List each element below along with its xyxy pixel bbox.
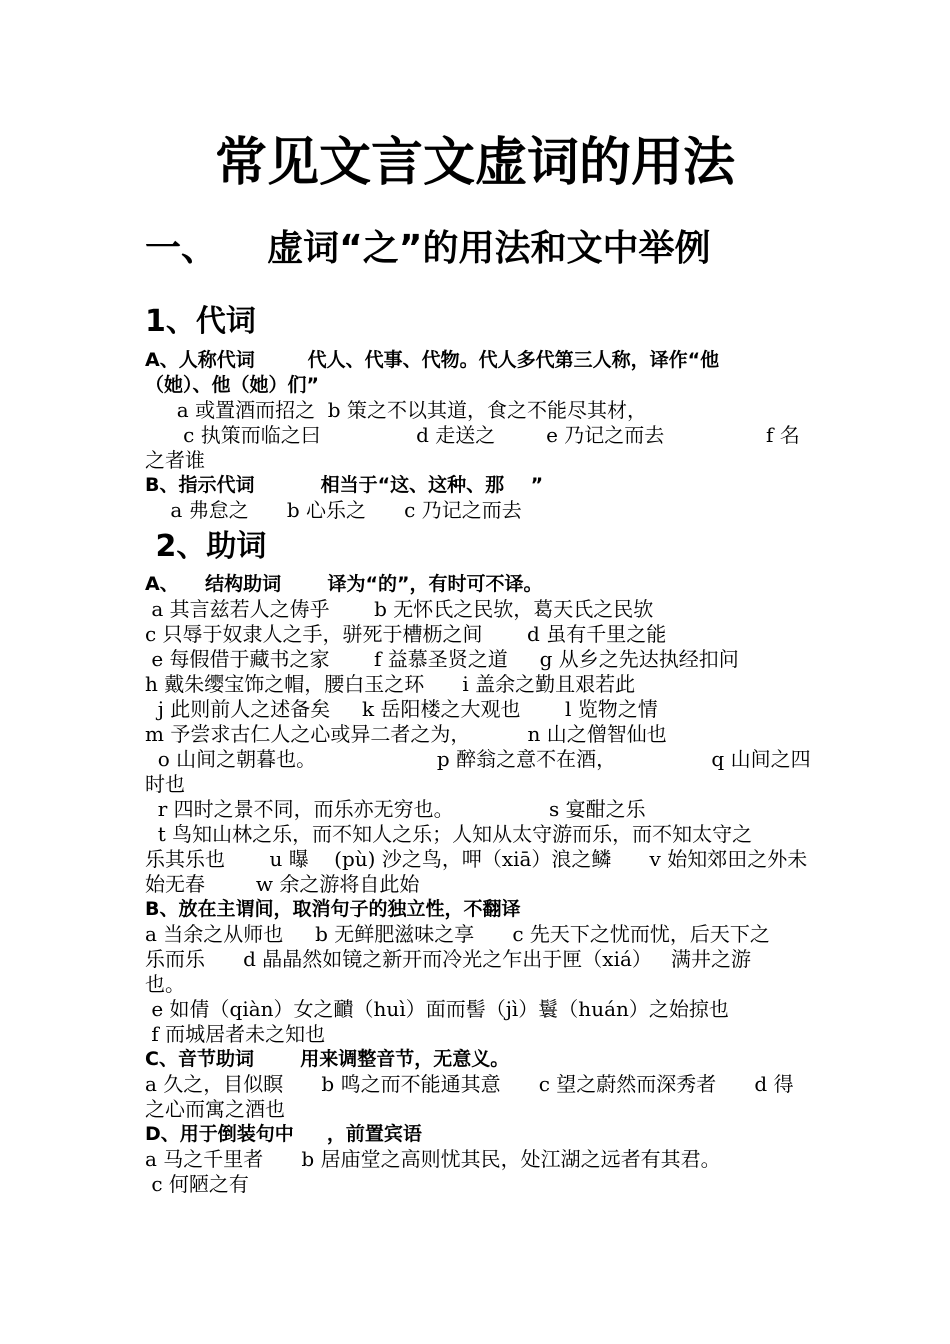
- text-line: a 其言兹若人之俦乎 b 无怀氏之民欤，葛天氏之民欤: [145, 597, 654, 621]
- text-line: e 如倩（qiàn）女之靧（huì）面而髻（jì）鬟（huán）之始掠也: [145, 997, 729, 1021]
- text-line: 之者谁: [145, 448, 205, 472]
- text-line: f 而城居者未之知也: [145, 1022, 326, 1046]
- text-line: （她）、他（她）们”: [145, 374, 319, 396]
- text-line: 乐而乐 d 晶晶然如镜之新开而冷光之乍出于匣（xiá） 满井之游: [145, 947, 751, 971]
- text-line: C、音节助词 用来调整音节，无意义。: [145, 1048, 510, 1070]
- document-title: 常见文言文虚词的用法: [214, 133, 735, 193]
- text-line: a 久之，目似瞑 b 鸣之而不能通其意 c 望之蔚然而深秀者 d 得: [145, 1072, 794, 1096]
- text-line: c 执策而临之曰 d 走送之 e 乃记之而去 f 名: [145, 423, 800, 447]
- text-line: c 何陋之有: [145, 1172, 249, 1196]
- text-line: j 此则前人之述备矣 k 岳阳楼之大观也 l 览物之情: [145, 697, 658, 721]
- text-line: a 或置酒而招之 b 策之不以其道，食之不能尽其材，: [145, 398, 647, 422]
- text-line: e 每假借于藏书之家 f 益慕圣贤之道 g 从乡之先达执经扣问: [145, 647, 739, 671]
- text-line: t 鸟知山林之乐，而不知人之乐；人知从太守游而乐，而不知太守之: [145, 822, 753, 846]
- text-line: a 马之千里者 b 居庙堂之高则忧其民，处江湖之远者有其君。: [145, 1147, 721, 1171]
- subheading-particle: 2、助词: [145, 529, 267, 564]
- text-line: B、放在主谓间，取消句子的独立性，不翻译: [145, 898, 521, 920]
- text-line: o 山间之朝暮也。 p 醉翁之意不在酒， q 山间之四: [145, 747, 811, 771]
- text-line: a 当余之从师也 b 无鲜肥滋味之享 c 先天下之忧而忧，后天下之: [145, 922, 770, 946]
- text-line: D、用于倒装句中 ，前置宾语: [145, 1123, 422, 1145]
- text-line: B、指示代词 相当于“这、这种、那 ”: [145, 474, 544, 496]
- text-line: 也。: [145, 972, 185, 996]
- text-line: A、人称代词 代人、代事、代物。代人多代第三人称，译作“他: [145, 349, 720, 371]
- text-line: 始无春 w 余之游将自此始: [145, 872, 420, 896]
- text-line: A、 结构助词 译为“的”，有时可不译。: [145, 573, 543, 595]
- text-line: 时也: [145, 772, 185, 796]
- text-line: m 予尝求古仁人之心或异二者之为， n 山之僧智仙也: [145, 722, 667, 746]
- text-line: h 戴朱缨宝饰之帽，腰白玉之环 i 盖余之勤且艰若此: [145, 672, 636, 696]
- text-line: a 弗怠之 b 心乐之 c 乃记之而去: [145, 498, 522, 522]
- text-line: 乐其乐也 u 曝 (pù) 沙之鸟，呷（xiā）浪之鳞 v 始知郊田之外未: [145, 847, 808, 871]
- text-line: c 只辱于奴隶人之手，骈死于槽枥之间 d 虽有千里之能: [145, 622, 667, 646]
- text-line: r 四时之景不同，而乐亦无穷也。 s 宴酣之乐: [145, 797, 646, 821]
- text-line: 之心而寓之酒也: [145, 1097, 285, 1121]
- subheading-pronoun: 1、代词: [145, 304, 256, 339]
- section-heading: 一、 虚词“之”的用法和文中举例: [145, 228, 711, 269]
